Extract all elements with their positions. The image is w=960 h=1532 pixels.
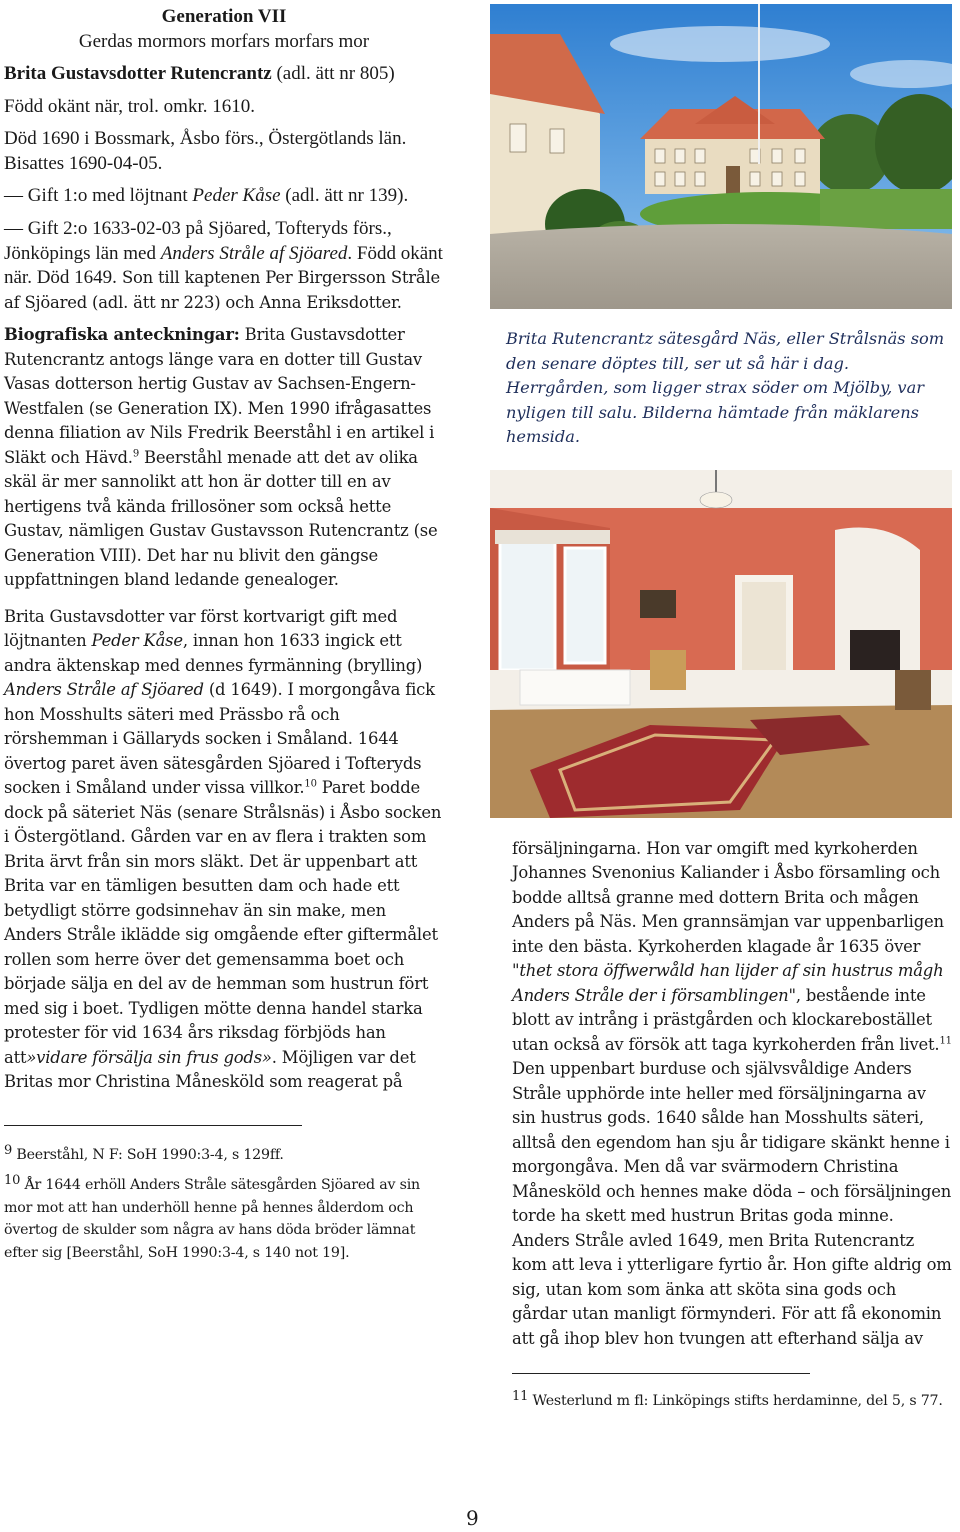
salon-interior-photo <box>490 470 952 818</box>
right-text-block <box>490 837 952 1352</box>
right-text-b: , bestående inte blott av intrång i prästgården och klockareboställеt utan också av försök att taga kyrkoherden från livet. <box>512 985 940 1054</box>
bio-p1-b: Beerståhl menade att det av olika skäl är mer sannolikt att hon är dotter till en av hertigens två kända frillosöner som också hette Gustav, nämligen Gustav Gustavsson Rutencrantz (se Generation VIII). Det har nu blivit den gängse uppfattningen bland ledande genealoger. <box>4 447 438 590</box>
generation-title: Generation VII <box>161 6 287 27</box>
footnote-10-text: År 1644 erhöll Anders Stråle sätesgården Sjöared av sin mor mot att han underhöll henne på hennes ålderdom och övertog de skulder som några av hans döda bröder lämnat efter sig [Beerståhl, SoH 1990:3-4, s 140 not 19]. <box>4 1177 420 1261</box>
person-name-line <box>4 62 444 87</box>
bio-label: Biografiska anteckningar: <box>4 325 240 345</box>
person-name-suffix: (adl. ätt nr 805) <box>271 63 395 84</box>
person-name: Brita Gustavsdotter Rutencrantz <box>4 63 272 84</box>
person-born: Född okänt när, trol. omkr. 1610. <box>4 95 255 117</box>
photo-caption: Brita Rutencrantz sätesgård Näs, eller Strålsnäs som den senare döptes till, ser ut så här i dag. Herrgården, som ligger strax söder om Mjölby, var nyligen till salu. Bilderna hämtade från mäklarens hemsida. <box>506 329 945 446</box>
footnote-ref-11[interactable]: 11 <box>939 1035 952 1047</box>
marriage-1 <box>4 184 444 209</box>
marriage-1-spouse: Peder Kåse <box>192 185 281 207</box>
right-column <box>490 4 952 1413</box>
footnote-11-number: 11 <box>512 1389 529 1404</box>
generation-relation: Gerdas mormors morfars morfars mor <box>78 31 370 52</box>
right-text-a: försäljningarna. Hon var omgift med kyrkoherden Johannes Svenonius Kaliander i Åsbo församling och bodde alltså granne med dottern Brita och mågen Anders på Näs. Men grannsämjan var uppenbarligen inte den bästa. Kyrkoherden klagade år 1635 över <box>512 838 944 956</box>
bio-p2-quote: »vidare försälja sin frus gods» <box>26 1047 272 1067</box>
page-number: 9 <box>466 1506 479 1530</box>
bio-p2-d: Paret bodde dock på säteriet Näs (senare Strålsnäs) i Åsbo socken i Östergötland. Gården var en av flera i trakten som Brita ärvt från sin mors släkt. Det är uppenbart att Brita var en tämligen besutten dam och hade ett betydligt större godsinnehav än sin make, men Anders Stråle ikläddе sig omgående efter giftermålet rollen som herre över det gemensamma boet och började sälja en del av de hemman som hustrun fört med sig i boet. Tydligen mötte denna handel starka protester för vid 1634 års riksdag förbjöds han att <box>4 778 442 1067</box>
marriage-1-suffix: (adl. ätt nr 139). <box>280 185 409 207</box>
marriage-2-spouse: Anders Stråle af Sjöared <box>160 242 348 264</box>
marriage-2-prefix: — Gift 2:o 1633-02-03 på Sjöared, Tofteryds förs., Jönköpings län med <box>4 217 392 264</box>
left-column <box>4 4 444 1264</box>
bio-p2-e: . Möjligen var det Britas mor Christina Månesköld som reagerat på <box>4 1047 416 1092</box>
person-died: Död 1690 i Bossmark, Åsbo förs., Östergötlands län. Bisattes 1690-04-05. <box>4 128 407 174</box>
bio-p2-name1: Peder Kåse <box>91 631 183 651</box>
bio-p2-b: , innan hon 1633 ingick ett andra äktenskap med dennes fyrmänning (brylling) <box>4 631 423 675</box>
footnote-ref-9[interactable]: 9 <box>132 448 139 460</box>
bio-paragraph-2 <box>4 605 444 1095</box>
bio-p1-a: Brita Gustavsdotter Rutencrantz antogs länge vara en dotter till Gustav Vasas dotterson hertig Gustav av Sachsen-Engern-Westfalen (se Generation IX). Men 1990 ifrågasattes denna filiation av Nils Fredrik Beerståhl i en artikel i Släkt och Hävd. <box>4 325 435 467</box>
marriage-2-mid: . Född okänt när. Död 1649. <box>4 242 443 289</box>
generation-heading <box>4 4 444 54</box>
manor-exterior-photo <box>490 4 952 309</box>
footnote-11 <box>490 1390 952 1413</box>
right-text-c: Den uppenbart burduse och självsvåldige Anders Stråle upphörde inte heller med försäljningarna av sin hustrus gods. 1640 sålde han Mosshults säteri, alltså den egendom han sju år tidigare skänkt henne i morgongåva. Men då var svärmodern Christina Månesköld och hennes make döda – och försäljningen torde ha skett med hustrun Britas goda minne. Anders Stråle avled 1649, men Brita Rutencrantz kom att leva i ytterligare fyrtio år. Hon gifte aldrig om sig, utan kom som änka att sköta sina gods och gårdar utan manligt förmynderi. För att få ekonomin att gå ihop blev hon tvungen att efterhand sälja av <box>512 1059 952 1348</box>
bio-paragraph-1 <box>4 323 444 593</box>
footnote-divider <box>4 1125 302 1126</box>
footnote-divider-right <box>512 1373 810 1374</box>
footnote-9 <box>4 1144 444 1167</box>
footnote-11-text: Westerlund m fl: Linköpings stifts herdaminne, del 5, s 77. <box>528 1393 943 1409</box>
marriage-1-prefix: — Gift 1:o med löjtnant <box>4 185 193 207</box>
footnote-10 <box>4 1174 444 1264</box>
right-text-quote: "thet stora öffwerwåld han lijder af sin hustrus mågh Anders Stråle der i församblingen" <box>512 961 944 1005</box>
right-paragraph <box>512 837 952 1352</box>
bio-p2-c: (d 1649). I morgongåva fick hon Mosshults säteri med Prässbo rå och rörshemman i Gällaryds socken i Småland. 1644 övertog paret även sätesgården Sjöared i Tofteryds socken i Småland under vissa villkor. <box>4 680 435 798</box>
bio-p2-name2: Anders Stråle af Sjöared <box>4 680 204 700</box>
marriage-2 <box>4 217 444 315</box>
footnote-ref-10[interactable]: 10 <box>304 778 317 790</box>
footnote-9-text: Beerståhl, N F: SoH 1990:3-4, s 129ff. <box>12 1146 284 1163</box>
footnote-9-number: 9 <box>4 1142 13 1158</box>
footnote-10-number: 10 <box>4 1173 21 1189</box>
bio-p2-a: Brita Gustavsdotter var först kortvarigt gift med löjtnanten <box>4 606 398 651</box>
marriage-2-suffix: Son till kaptenen Per Birgersson Stråle af Sjöared (adl. ätt nr 223) och Anna Eriksdotter. <box>4 268 441 312</box>
